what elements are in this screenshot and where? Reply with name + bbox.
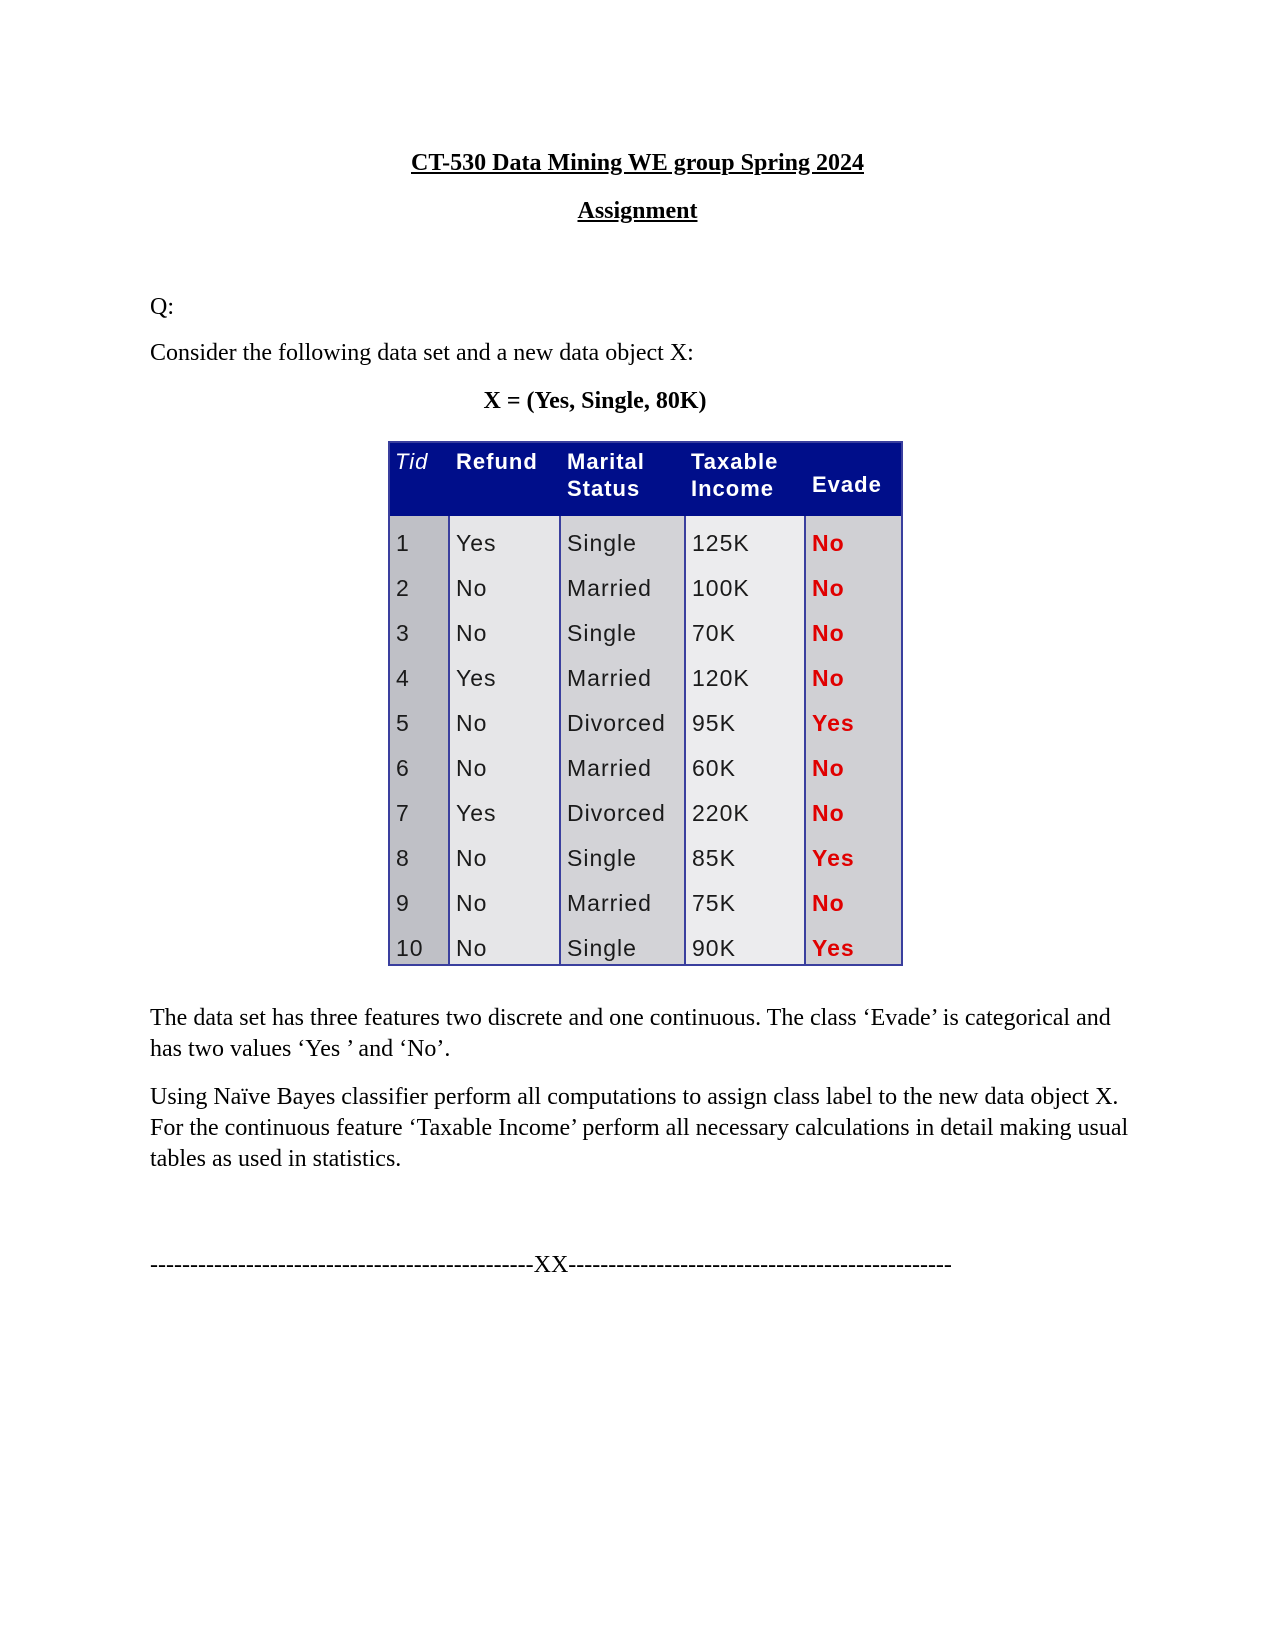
cell-refund: No xyxy=(456,935,488,961)
table-row xyxy=(390,659,901,704)
cell-evade: No xyxy=(812,665,845,691)
cell-marital: Divorced xyxy=(567,710,666,736)
cell-marital: Single xyxy=(567,845,637,871)
table-row xyxy=(390,794,901,839)
cell-income: 125K xyxy=(692,530,750,556)
header-refund: Refund xyxy=(456,449,538,474)
cell-tid: 10 xyxy=(396,935,424,961)
cell-tid: 6 xyxy=(396,755,410,781)
table-header xyxy=(390,443,901,516)
cell-marital: Divorced xyxy=(567,800,666,826)
cell-tid: 5 xyxy=(396,710,410,736)
cell-tid: 4 xyxy=(396,665,410,691)
document-title: CT-530 Data Mining WE group Spring 2024 xyxy=(411,150,864,176)
cell-tid: 1 xyxy=(396,530,410,556)
table-row xyxy=(390,929,901,974)
cell-evade: No xyxy=(812,755,845,781)
header-marital-status xyxy=(567,448,645,502)
cell-marital: Single xyxy=(567,620,637,646)
cell-tid: 8 xyxy=(396,845,410,871)
cell-income: 60K xyxy=(692,755,736,781)
cell-income: 220K xyxy=(692,800,750,826)
cell-marital: Single xyxy=(567,935,637,961)
cell-evade: Yes xyxy=(812,845,855,871)
cell-refund: No xyxy=(456,710,488,736)
table-row xyxy=(390,704,901,749)
cell-refund: Yes xyxy=(456,665,497,691)
cell-income: 120K xyxy=(692,665,750,691)
header-taxable-line2: Income xyxy=(691,476,775,501)
instruction-paragraph: Using Naïve Bayes classifier perform all computations to assign class label to the new data object X. For the continuous feature ‘Taxable Income’ perform all necessary calculations in detail making usual tables as used in statistics. xyxy=(150,1084,1129,1172)
cell-refund: No xyxy=(456,890,488,916)
cell-evade: No xyxy=(812,575,845,601)
cell-refund: No xyxy=(456,845,488,871)
cell-evade: No xyxy=(812,890,845,916)
cell-tid: 2 xyxy=(396,575,410,601)
cell-evade: Yes xyxy=(812,710,855,736)
header-taxable-income xyxy=(691,448,778,502)
cell-income: 75K xyxy=(692,890,736,916)
cell-refund: No xyxy=(456,575,488,601)
document-subtitle: Assignment xyxy=(577,198,698,224)
cell-refund: Yes xyxy=(456,530,497,556)
cell-tid: 7 xyxy=(396,800,410,826)
table-row xyxy=(390,884,901,929)
cell-income: 70K xyxy=(692,620,736,646)
cell-marital: Married xyxy=(567,755,652,781)
table-row xyxy=(390,749,901,794)
cell-refund: Yes xyxy=(456,800,497,826)
cell-tid: 9 xyxy=(396,890,410,916)
header-marital-line2: Status xyxy=(567,476,641,501)
header-tid: Tid xyxy=(395,449,429,474)
cell-evade: No xyxy=(812,530,845,556)
cell-refund: No xyxy=(456,620,488,646)
cell-marital: Married xyxy=(567,575,652,601)
cell-evade: No xyxy=(812,800,845,826)
table-row xyxy=(390,569,901,614)
table-row xyxy=(390,839,901,884)
table-row xyxy=(390,614,901,659)
cell-evade: No xyxy=(812,620,845,646)
table-row xyxy=(390,524,901,569)
cell-tid: 3 xyxy=(396,620,410,646)
end-separator: ------------------------------------------------XX------------------------------------------------ xyxy=(150,1252,952,1278)
cell-marital: Married xyxy=(567,665,652,691)
table-body xyxy=(390,524,901,974)
cell-income: 95K xyxy=(692,710,736,736)
intro-text: Consider the following data set and a new data object X: xyxy=(150,340,694,366)
description-paragraph: The data set has three features two discrete and one continuous. The class ‘Evade’ is categorical and has two values ‘Yes ’ and ‘No’. xyxy=(150,1005,1111,1062)
data-table xyxy=(388,441,903,966)
header-taxable-line1: Taxable xyxy=(691,449,779,474)
header-evade: Evade xyxy=(812,472,882,497)
header-marital-line1: Marital xyxy=(567,449,645,474)
new-data-object: X = (Yes, Single, 80K) xyxy=(483,388,707,414)
cell-income: 90K xyxy=(692,935,736,961)
cell-evade: Yes xyxy=(812,935,855,961)
cell-marital: Married xyxy=(567,890,652,916)
cell-marital: Single xyxy=(567,530,637,556)
cell-income: 85K xyxy=(692,845,736,871)
question-label: Q: xyxy=(150,294,174,320)
cell-income: 100K xyxy=(692,575,750,601)
cell-refund: No xyxy=(456,755,488,781)
